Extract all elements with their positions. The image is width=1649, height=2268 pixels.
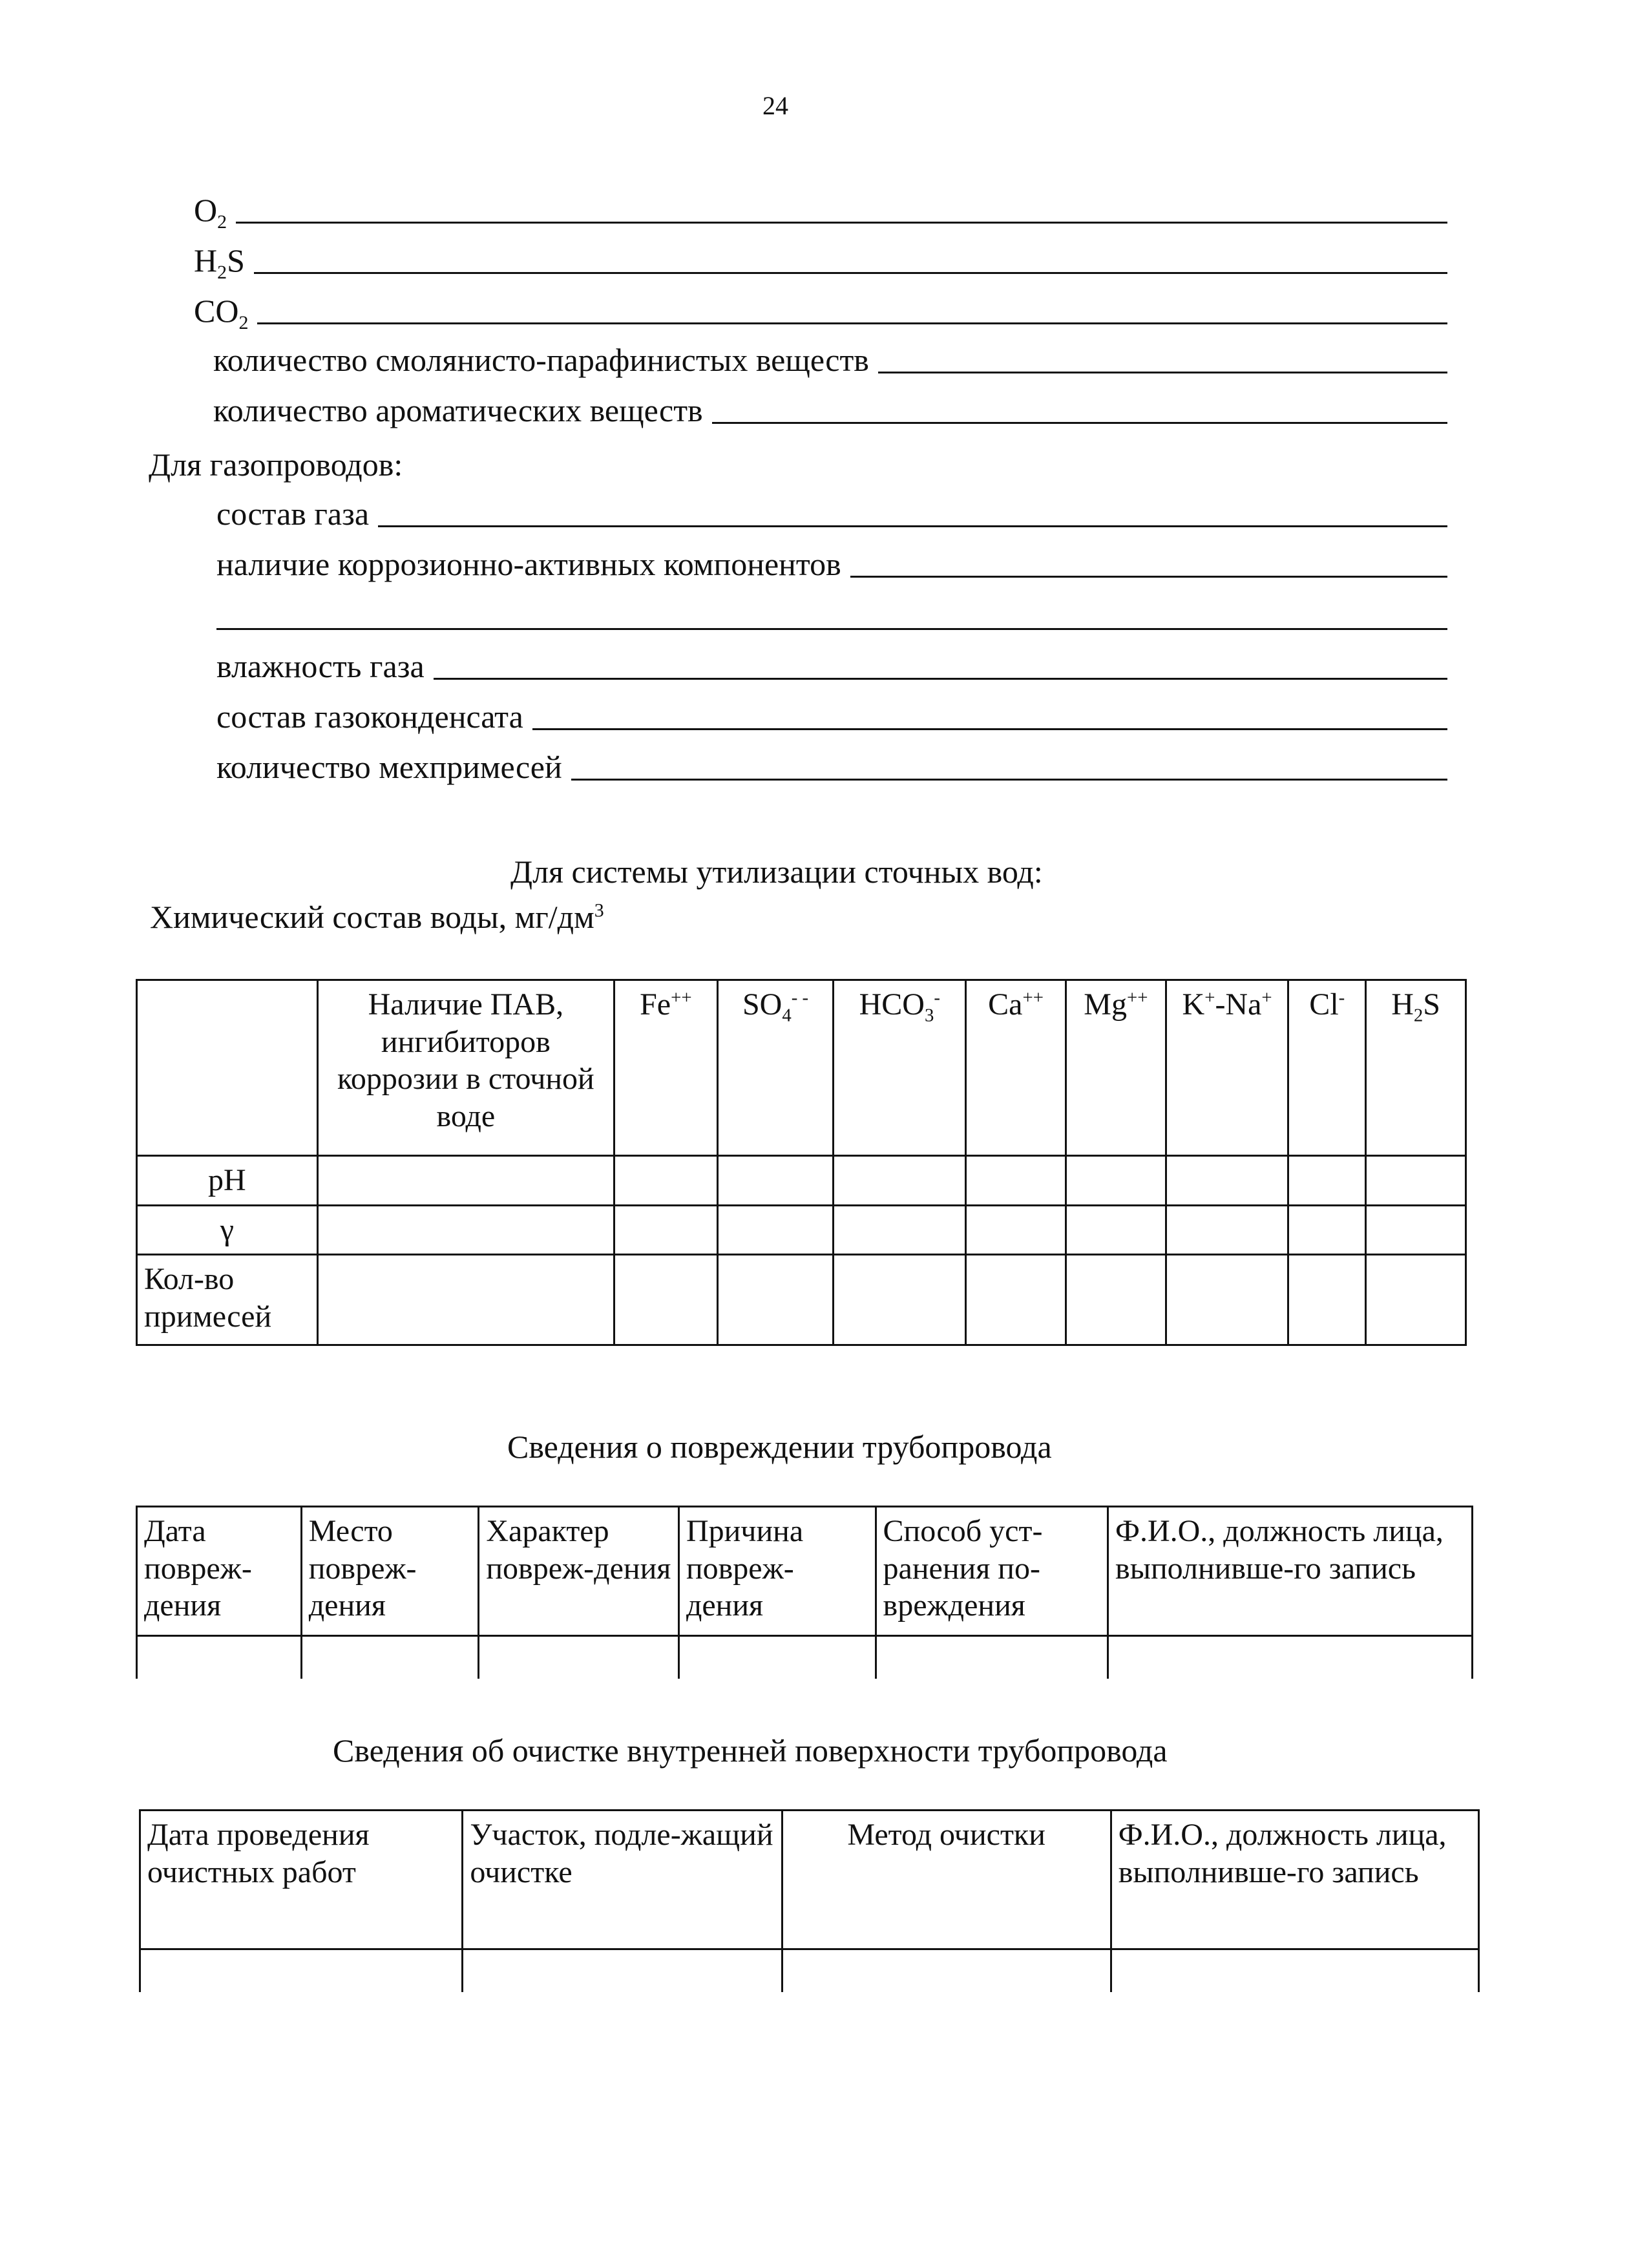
table-cell[interactable] <box>1166 1156 1288 1206</box>
table-cell[interactable] <box>717 1205 834 1255</box>
table-cell[interactable] <box>876 1636 1108 1679</box>
impurities-label: количество мехпримесей <box>216 749 562 785</box>
table-cell[interactable] <box>614 1255 717 1345</box>
gas-composition-field[interactable] <box>216 498 1447 530</box>
damage-title: Сведения о повреждении трубопровода <box>507 1429 1052 1465</box>
table-cell[interactable] <box>317 1156 614 1206</box>
condensate-field[interactable] <box>216 700 1447 733</box>
o2-label: $O_2$ <box>194 192 227 233</box>
cleaning-col-author: Ф.И.О., должность лица, выполнивше-го запись <box>1111 1811 1478 1949</box>
damage-col-date: Дата повреж-дения <box>137 1507 302 1636</box>
o2-field[interactable] <box>194 192 1447 233</box>
table-cell[interactable] <box>1288 1255 1366 1345</box>
table-cell[interactable] <box>1111 1949 1478 1992</box>
table-cell[interactable] <box>1288 1156 1366 1206</box>
o2-line <box>236 222 1447 224</box>
h2s-field[interactable] <box>194 242 1447 283</box>
aromatic-label: количество ароматических веществ <box>213 392 703 428</box>
water-row-qty <box>137 1255 1466 1345</box>
corrosive-label: наличие коррозионно-активных компонентов <box>216 546 841 582</box>
impurities-field[interactable] <box>216 751 1447 783</box>
humidity-field[interactable] <box>216 650 1447 682</box>
water-row-gamma <box>137 1205 1466 1255</box>
gas-heading: Для газопроводов: <box>149 446 403 483</box>
table-cell[interactable] <box>1066 1156 1166 1206</box>
co2-label: $CO_2$ <box>194 293 249 333</box>
aromatic-line <box>712 422 1447 424</box>
col-paw: Наличие ПАВ, ингибиторов коррозии в сточной воде <box>317 980 614 1156</box>
col-fe: Fe++ <box>614 980 717 1156</box>
condensate-label: состав газоконденсата <box>216 698 523 735</box>
aromatic-field[interactable] <box>213 394 1447 426</box>
water-row-ph <box>137 1156 1466 1206</box>
page-number: 24 <box>762 91 788 120</box>
table-cell[interactable] <box>463 1949 782 1992</box>
table-cell[interactable] <box>301 1636 479 1679</box>
cleaning-table <box>139 1809 1480 1992</box>
table-cell[interactable] <box>966 1156 1066 1206</box>
corrosive-line-2[interactable] <box>216 628 1447 630</box>
cleaning-col-method: Метод очистки <box>782 1811 1111 1949</box>
table-cell[interactable] <box>1366 1156 1466 1206</box>
impurities-line <box>571 779 1447 781</box>
gas-composition-label: состав газа <box>216 496 370 532</box>
humidity-label: влажность газа <box>216 648 425 684</box>
col-h2s: $H_2S$ <box>1366 980 1466 1156</box>
table-cell[interactable] <box>966 1255 1066 1345</box>
damage-header-row <box>137 1507 1473 1636</box>
table-cell[interactable] <box>678 1636 876 1679</box>
table-cell[interactable] <box>317 1205 614 1255</box>
damage-entry-row <box>137 1636 1473 1679</box>
damage-col-fix: Способ уст-ранения по-вреждения <box>876 1507 1108 1636</box>
table-cell[interactable] <box>834 1205 966 1255</box>
table-cell[interactable] <box>782 1949 1111 1992</box>
table-cell[interactable] <box>1066 1205 1166 1255</box>
table-cell[interactable] <box>140 1949 463 1992</box>
table-cell[interactable] <box>1288 1205 1366 1255</box>
h2s-line <box>254 272 1447 274</box>
water-header-row <box>137 980 1466 1156</box>
resin-field[interactable] <box>213 344 1447 376</box>
table-cell[interactable] <box>1366 1255 1466 1345</box>
table-cell[interactable] <box>614 1156 717 1206</box>
table-cell[interactable] <box>717 1255 834 1345</box>
table-cell[interactable] <box>717 1156 834 1206</box>
row-qty-label: Кол-во примесей <box>137 1255 318 1345</box>
table-cell[interactable] <box>137 1636 302 1679</box>
col-cl: Cl- <box>1288 980 1366 1156</box>
col-hco3: $HCO_3^-$ <box>834 980 966 1156</box>
gas-composition-line <box>378 525 1447 527</box>
cleaning-col-date: Дата проведения очистных работ <box>140 1811 463 1949</box>
table-cell[interactable] <box>834 1255 966 1345</box>
cleaning-entry-row <box>140 1949 1479 1992</box>
table-cell[interactable] <box>1108 1636 1473 1679</box>
wastewater-subtitle: Химический состав воды, $мг/дм^3$ <box>150 899 604 935</box>
damage-col-place: Место повреж-дения <box>301 1507 479 1636</box>
table-cell[interactable] <box>614 1205 717 1255</box>
wastewater-title: Для системы утилизации сточных вод: <box>510 854 1043 890</box>
resin-line <box>878 372 1447 373</box>
condensate-line <box>532 728 1447 730</box>
cleaning-title: Сведения об очистке внутренней поверхности трубопровода <box>333 1732 1168 1769</box>
row-ph-label: pH <box>137 1156 318 1206</box>
water-corner-cell <box>137 980 318 1156</box>
table-cell[interactable] <box>1166 1205 1288 1255</box>
damage-col-cause: Причина повреж-дения <box>678 1507 876 1636</box>
co2-field[interactable] <box>194 293 1447 333</box>
col-k-na: K+-Na+ <box>1166 980 1288 1156</box>
co2-line <box>257 322 1447 324</box>
row-gamma-label: γ <box>137 1205 318 1255</box>
table-cell[interactable] <box>966 1205 1066 1255</box>
damage-col-type: Характер повреж-дения <box>479 1507 679 1636</box>
damage-col-author: Ф.И.О., должность лица, выполнивше-го запись <box>1108 1507 1473 1636</box>
resin-label: количество смолянисто-парафинистых веществ <box>213 342 869 378</box>
table-cell[interactable] <box>834 1156 966 1206</box>
table-cell[interactable] <box>317 1255 614 1345</box>
table-cell[interactable] <box>1366 1205 1466 1255</box>
cleaning-col-section: Участок, подле-жащий очистке <box>463 1811 782 1949</box>
col-mg: Mg++ <box>1066 980 1166 1156</box>
humidity-line <box>434 678 1447 680</box>
table-cell[interactable] <box>1066 1255 1166 1345</box>
water-composition-table <box>136 979 1467 1346</box>
col-so4: $SO_4^{- -}$ <box>717 980 834 1156</box>
h2s-label: $H_2S$ <box>194 242 245 283</box>
table-cell[interactable] <box>479 1636 679 1679</box>
corrosive-line <box>850 576 1447 578</box>
table-cell[interactable] <box>1166 1255 1288 1345</box>
cleaning-header-row <box>140 1811 1479 1949</box>
corrosive-field[interactable] <box>216 548 1447 580</box>
col-ca: Ca++ <box>966 980 1066 1156</box>
damage-table <box>136 1506 1473 1679</box>
